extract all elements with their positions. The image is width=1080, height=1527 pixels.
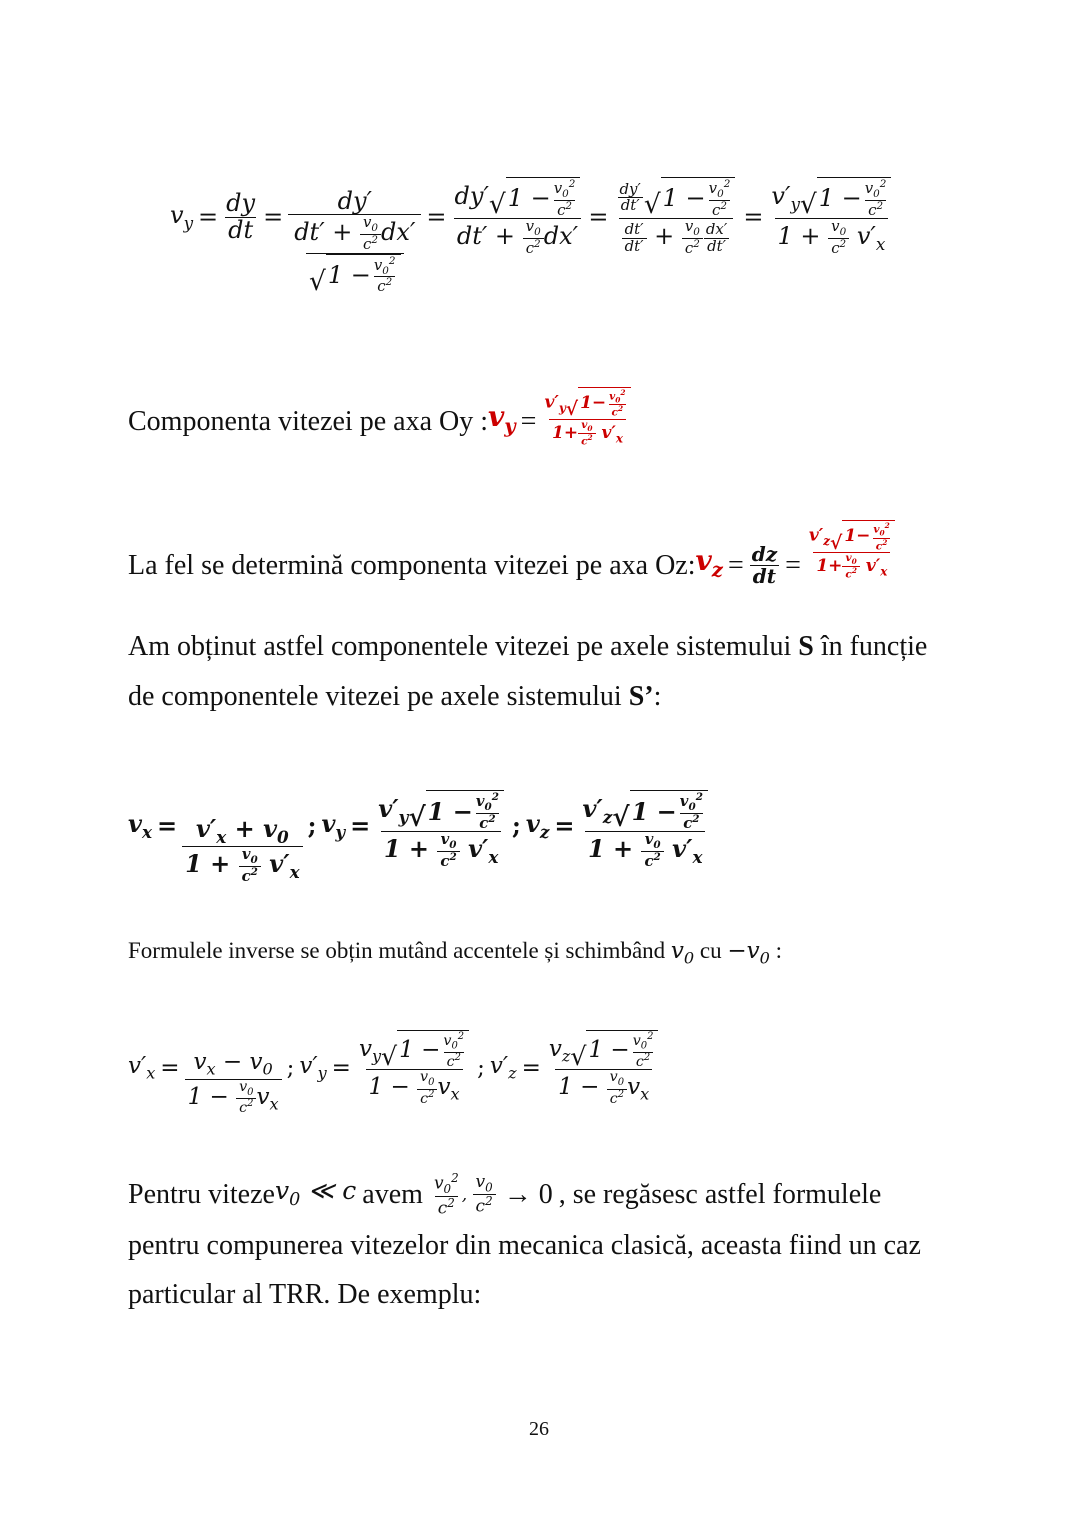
para2-text-b: avem — [362, 1179, 423, 1211]
separator-2: ; — [512, 810, 521, 840]
page-number: 26 — [529, 1418, 549, 1440]
fraction-vz-mid: $v'_z$ √ 1 − $\frac{v_0^2}{c^2}$ 1 + $\frac{v_0}{c^2}$ $v'_x$ — [579, 790, 711, 870]
fraction-dz-dt: $\frac{dz}{dt}$ — [751, 542, 778, 588]
equation-inverse-transform: $v'_x$ = $v_x - v_0$ 1 − $\frac{v_0}{c^2}$ $v_x$ ; $v'_y$ = $v_y$ √ 1 − $\frac{v_0^2}{c^2}$ 1 − $\frac{v_0}{c^2}$ $v_x$ ; $v'_z$ = $v_z$ √ 1 − $\frac{v_0^2}{c^2}$ 1 − $\frac{v_0}{c^2}$ $v_x$ — [128, 998, 661, 1138]
symbol-vyp: $v'_y$ — [299, 1053, 327, 1083]
equation-vy-derivation: $v_y$ = $\frac{dy}{dt}$ = dy′ dt′ + $\frac{v_0}{c^2}$ dx′ √ 1 − $\frac{v_0^2}{c^2}$ = dy′ √ 1 − $\frac{v_0^2}{c^2}$ dt′ + $\frac{v_0}{c^2}$ dx′ = $\frac{dy'}{dt'}$ √ 1 − $\frac{v_0^2}{c^2}$ $\frac{dt'}{dt'}$ + $\frac{v_0}{c^2}$ $\frac{dx'}{dt'}$ = $v'_y$ √ 1 − $\frac{v_0^2}{c^2}$ 1 + $\frac{v_0}{c^2}$ $v'_x$ — [170, 132, 894, 302]
oz-formula: $v'_z$ √ 1− $\frac{v_0^2}{c^2}$ 1+ $\frac{v_0}{c^2}$ $v'_x$ — [806, 520, 898, 580]
para2-text-a: Pentru viteze — [128, 1179, 275, 1211]
oz-eq: = — [727, 549, 744, 581]
symbol-vy: $v_y$ — [170, 201, 194, 233]
paragraph2-line-2: pentru compunerea vitezelor din mecanica clasică, aceasta fiind un caz — [128, 1230, 921, 1261]
para2-arrow: → 0 — [503, 1179, 553, 1211]
para1-text-f: : — [653, 681, 662, 712]
paragraph2-line-1 — [128, 1172, 881, 1218]
oy-lhs: $v_y$ — [488, 400, 516, 438]
inverse-v0: $v_0$ — [670, 938, 695, 968]
oy-text: Componenta vitezei pe axa Oy : — [128, 406, 488, 438]
fraction-step-3: $\frac{dy'}{dt'}$ √ 1 − $\frac{v_0^2}{c^2}$ $\frac{dt'}{dt'}$ + $\frac{v_0}{c^2}$ $\frac{dx'}{dt'}$ — [614, 177, 739, 257]
symbol-vz-mid: $v_z$ — [525, 808, 550, 842]
fraction-dyp-over-lorentz: dy′ dt′ + $\frac{v_0}{c^2}$ dx′ √ 1 − $\frac{v_0^2}{c^2}$ — [288, 189, 421, 295]
fraction-step-2: dy′ √ 1 − $\frac{v_0^2}{c^2}$ dt′ + $\frac{v_0}{c^2}$ dx′ — [452, 177, 584, 257]
inverse-text-b: cu — [694, 938, 728, 963]
para1-text-c: în funcție — [813, 631, 928, 662]
para1-text-d: de componentele vitezei pe axele sistemului — [128, 681, 629, 712]
para2-text-c: , se regăsesc astfel formulele — [558, 1179, 882, 1211]
fraction-vy-mid: $v'_y$ √ 1 − $\frac{v_0^2}{c^2}$ 1 + $\frac{v_0}{c^2}$ $v'_x$ — [375, 790, 507, 870]
fraction-vyp: $v_y$ √ 1 − $\frac{v_0^2}{c^2}$ 1 − $\frac{v_0}{c^2}$ $v_x$ — [356, 1030, 472, 1107]
para1-bold-sprime: S’ — [628, 681, 654, 712]
separator-1: ; — [307, 810, 317, 840]
para1-text-a: Am obținut astfel componentele vitezei pe axele sistemului — [128, 631, 799, 662]
paragraph-line-1 — [128, 633, 927, 661]
oy-component-line — [128, 388, 634, 448]
inverse-formulas-line — [128, 938, 782, 968]
symbol-vy-mid: $v_y$ — [321, 808, 346, 842]
oy-formula: $v'_y$ √ 1− $\frac{v_0^2}{c^2}$ 1+ $\frac{v_0}{c^2}$ $v'_x$ — [541, 387, 633, 447]
fraction-vzp: $v_z$ √ 1 − $\frac{v_0^2}{c^2}$ 1 − $\frac{v_0}{c^2}$ $v_x$ — [546, 1030, 662, 1107]
oz-text: La fel se determină componenta vitezei pe axa Oz: — [128, 549, 696, 581]
para2-ratios: $\frac{v_0^2}{c^2}$ , $\frac{v_0}{c^2}$ — [423, 1172, 504, 1218]
fraction-step-4: $v'_y$ √ 1 − $\frac{v_0^2}{c^2}$ 1 + $\frac{v_0}{c^2}$ $v'_x$ — [768, 177, 894, 257]
para1-bold-s: S — [798, 631, 814, 662]
inverse-neg-v0: $-v_0$ — [727, 938, 770, 968]
paragraph-line-2 — [128, 683, 661, 711]
paragraph2-line-3: particular al TRR. De exemplu: — [128, 1279, 482, 1310]
symbol-vzp: $v'_z$ — [489, 1053, 517, 1083]
oz-component-line: La fel se determină componenta vitezei pe axa Oz: $v_z$ = $\frac{dz}{dt}$ = $v'_z$ √ 1− $\frac{v_0^2}{c^2}$ 1+ $\frac{v_0}{c^2}$ $v'_x$ — [128, 544, 898, 587]
inverse-text-c: : — [769, 938, 783, 963]
oy-eq: = — [520, 406, 537, 438]
fraction-vxp: $v_x - v_0$ 1 − $\frac{v_0}{c^2}$ $v_x$ — [185, 1050, 282, 1116]
equation-velocity-transform: $v_x$ = $v'_x + v_0$ 1 + $\frac{v_0}{c^2}$ $v'_x$ ; $v_y$ = $v'_y$ √ 1 − $\frac{v_0^2}{c^2}$ 1 + $\frac{v_0}{c^2}$ $v'_x$ ; $v_z$ = $v'_z$ √ 1 − $\frac{v_0^2}{c^2}$ 1 + $\frac{v_0}{c^2}$ $v'_x$ — [128, 745, 711, 905]
inverse-text-a: Formulele inverse se obțin mutând accentele și schimbând — [128, 938, 671, 963]
para2-condition: $v_0$ ≪ c — [274, 1175, 357, 1210]
symbol-vxp: $v'_x$ — [128, 1053, 156, 1083]
oz-lhs: $v_z$ — [695, 543, 723, 582]
fraction-vx: $v'_x + v_0$ 1 + $\frac{v_0}{c^2}$ $v'_x$ — [182, 816, 303, 885]
symbol-vx: $v_x$ — [128, 808, 152, 842]
fraction-dy-dt: $\frac{dy}{dt}$ — [226, 189, 256, 244]
